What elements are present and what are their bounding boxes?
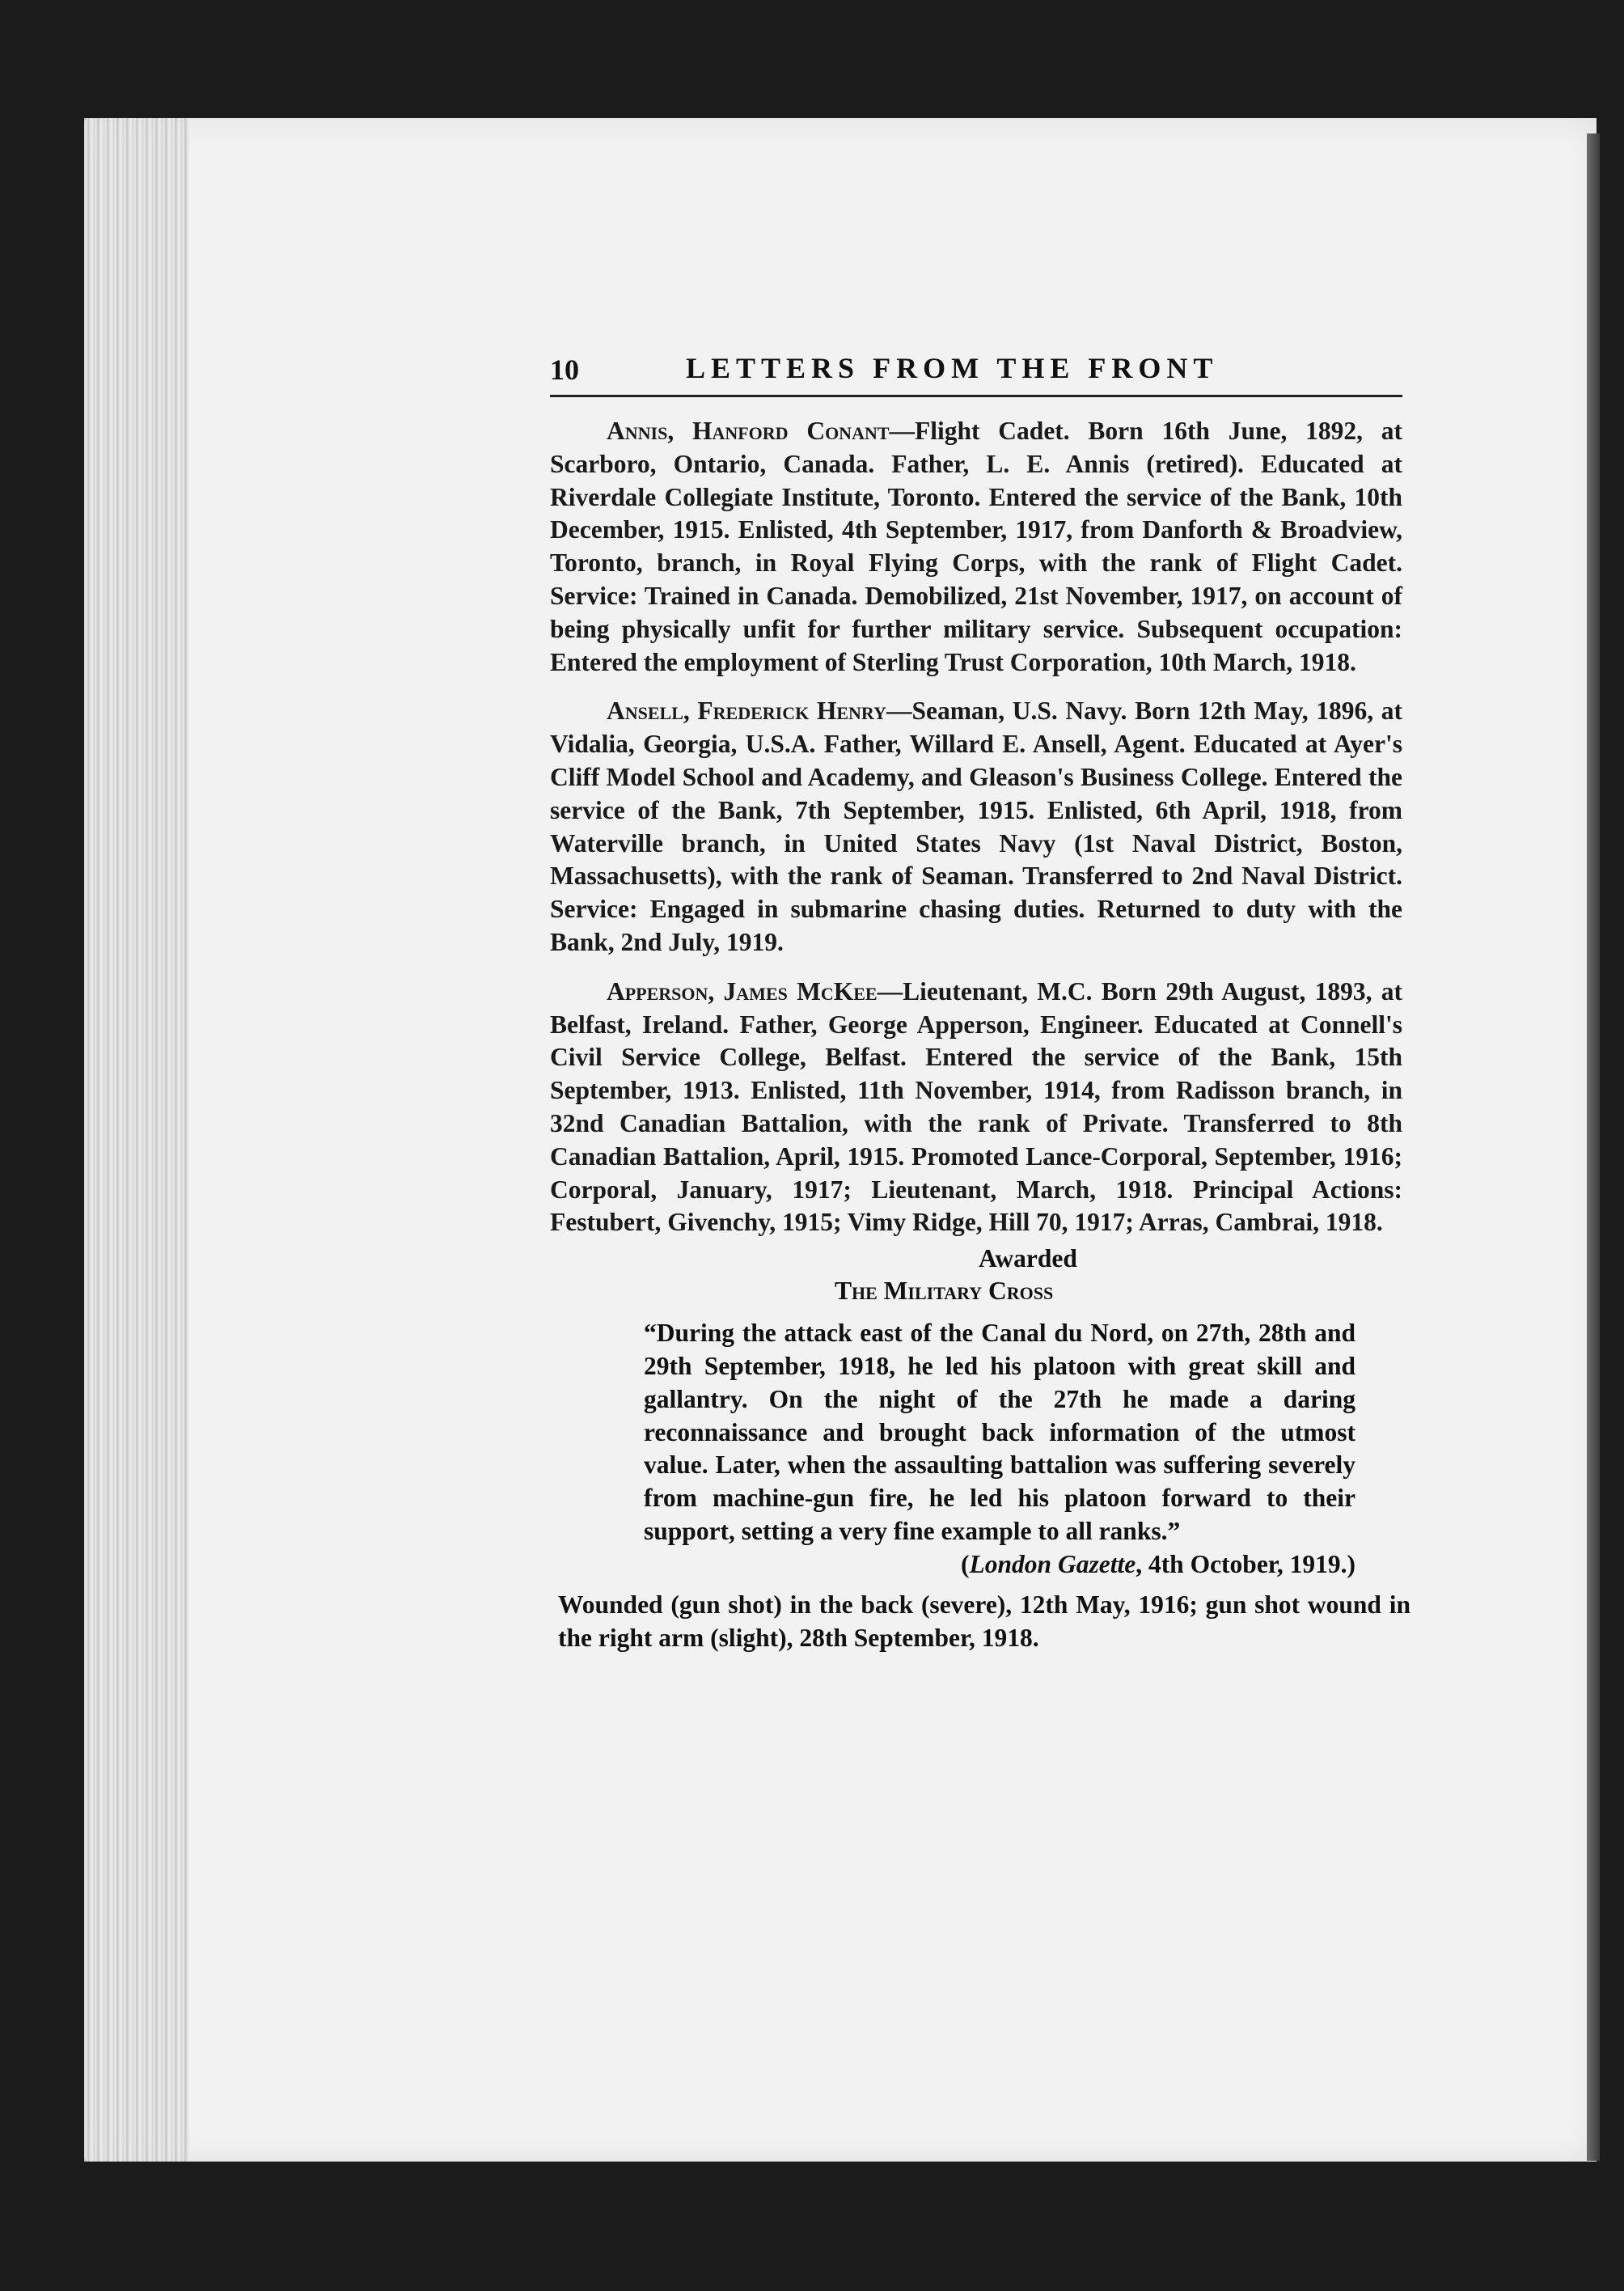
running-head — [550, 348, 1402, 397]
entry-ansell — [550, 695, 1402, 959]
citation-source: (London Gazette, 4th October, 1919.) — [961, 1549, 1355, 1578]
entry-name: Annis, Hanford Conant — [607, 417, 890, 445]
award-title: The Military Cross — [835, 1277, 1054, 1306]
award-label: Awarded — [979, 1244, 1077, 1273]
entry-name: Ansell, Frederick Henry — [607, 697, 886, 726]
book-binding — [1587, 133, 1600, 2161]
entry-text: —Flight Cadet. Born 16th June, 1892, at Scarboro, Ontario, Canada. Father, L. E. Annis (retired). Educated at Riverdale Collegiate Institute, Toronto. Entered the service of the Bank, 10th December, 1915. Enlisted, 4th September, 1917, from Danforth & Broadview, Toronto, branch, in Royal Flying Corps, with the rank of Flight Cadet. Service: Trained in Canada. Demobilized, 21st November, 1917, on account of being physically unfit for further military service. Subsequent occupation: Entered the employment of Sterling Trust Corporation, 10th March, 1918. — [550, 417, 1402, 676]
page-content — [550, 348, 1410, 1654]
entry-annis — [550, 415, 1402, 679]
source-publication: London Gazette — [969, 1549, 1136, 1578]
entry-name: Apperson, James McKee — [607, 976, 878, 1006]
wounded-note: Wounded (gun shot) in the back (severe), 12th May, 1916; gun shot wound in the right arm (slight), 28th September, 1918. — [558, 1590, 1410, 1652]
entry-text: —Seaman, U.S. Navy. Born 12th May, 1896, at Vidalia, Georgia, U.S.A. Father, Willard E. Ansell, Agent. Educated at Ayer's Cliff Model School and Academy, and Gleason's Business College. Entered the service of the Bank, 7th September, 1915. Enlisted, 6th April, 1918, from Waterville branch, in United States Navy (1st Naval District, Boston, Massachusetts), with the rank of Seaman. Transferred to 2nd Naval District. Service: Engaged in submarine chasing duties. Returned to duty with the Bank, 2nd July, 1919. — [550, 697, 1402, 956]
award-citation: “During the attack east of the Canal du Nord, on 27th, 28th and 29th September, 1918, he led his platoon with great skill and gallantry. On the night of the 27th he made a daring reconnaissance and brought back information of the utmost value. Later, when the assaulting battalion was suffering severely from machine-gun fire, he led his platoon forward to their support, setting a very fine example to all ranks.” — [644, 1319, 1355, 1545]
entry-apperson — [550, 976, 1402, 1239]
entry-text: —Lieutenant, M.C. Born 29th August, 1893, at Belfast, Ireland. Father, George Apperson, Engineer. Educated at Connell's Civil Service College, Belfast. Entered the service of the Bank, 15th September, 1913. Enlisted, 11th November, 1914, from Radisson branch, in 32nd Canadian Battalion, with the rank of Private. Transferred to 8th Canadian Battalion, April, 1915. Promoted Lance-Corporal, September, 1916; Corporal, January, 1917; Lieutenant, March, 1918. Principal Actions: Festubert, Givenchy, 1915; Vimy Ridge, Hill 70, 1917; Arras, Cambrai, 1918. — [550, 976, 1402, 1237]
running-title: LETTERS FROM THE FRONT — [686, 352, 1219, 384]
page-edges — [84, 118, 189, 2162]
page-number: 10 — [550, 354, 579, 386]
